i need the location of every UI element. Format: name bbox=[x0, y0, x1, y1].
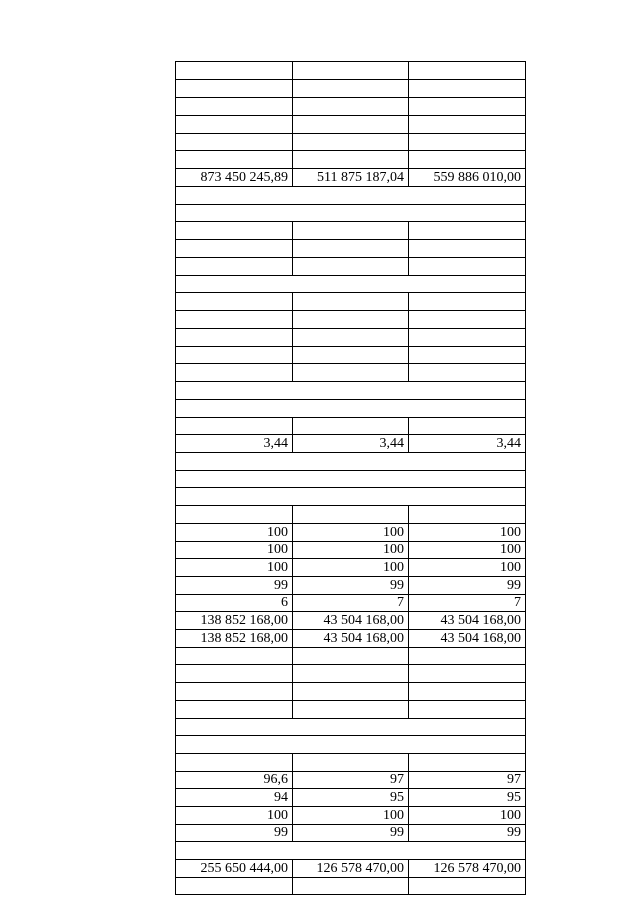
table-cell bbox=[176, 701, 292, 718]
table-cell: 95 bbox=[292, 789, 409, 806]
table-cell bbox=[292, 80, 409, 97]
table-row bbox=[175, 505, 526, 523]
table-row bbox=[175, 452, 526, 470]
table-row bbox=[175, 97, 526, 115]
table-cell bbox=[176, 754, 292, 771]
table-cell bbox=[409, 311, 525, 328]
table-cell bbox=[409, 293, 525, 310]
table-row bbox=[175, 718, 526, 735]
table-cell: 3,44 bbox=[496, 436, 521, 451]
table-row bbox=[175, 841, 526, 859]
table-row bbox=[175, 79, 526, 97]
table-cell: 100 bbox=[292, 807, 409, 824]
table-cell: 43 504 168,00 bbox=[292, 630, 409, 647]
table-row bbox=[175, 664, 526, 682]
table-cell bbox=[409, 506, 525, 523]
table-cell bbox=[176, 506, 292, 523]
table-row bbox=[175, 576, 526, 594]
table-cell bbox=[409, 116, 525, 133]
table-cell: 100 bbox=[500, 560, 521, 575]
table-row bbox=[175, 771, 526, 788]
table-cell-merged bbox=[176, 842, 525, 859]
table-cell: 94 bbox=[274, 790, 288, 805]
table-cell bbox=[176, 240, 292, 257]
table-cell bbox=[409, 222, 525, 239]
table-cell: 100 bbox=[292, 559, 409, 576]
table-row bbox=[175, 735, 526, 753]
table-cell: 100 bbox=[500, 525, 521, 540]
table-cell bbox=[409, 754, 525, 771]
table-cell bbox=[176, 878, 292, 895]
table-cell bbox=[292, 258, 409, 275]
table-cell bbox=[292, 329, 409, 346]
table-cell bbox=[176, 347, 292, 363]
table-cell bbox=[176, 151, 292, 168]
table-cell bbox=[292, 222, 409, 239]
table-cell bbox=[176, 665, 292, 682]
table-row bbox=[175, 346, 526, 363]
table-row bbox=[175, 168, 526, 186]
table-cell: 138 852 168,00 bbox=[200, 631, 288, 646]
table-cell: 3,44 bbox=[292, 435, 409, 452]
table-cell bbox=[176, 418, 292, 434]
table-row bbox=[175, 186, 526, 204]
table-cell bbox=[292, 418, 409, 434]
table-cell: 138 852 168,00 bbox=[200, 613, 288, 628]
table-cell bbox=[292, 134, 409, 150]
table-cell bbox=[176, 329, 292, 346]
table-cell: 96,6 bbox=[263, 772, 288, 787]
table-row bbox=[175, 788, 526, 806]
table-cell: 7 bbox=[292, 595, 409, 611]
table-cell bbox=[176, 683, 292, 700]
table-cell: 873 450 245,89 bbox=[200, 170, 288, 185]
table-cell: 43 504 168,00 bbox=[292, 612, 409, 629]
table-row bbox=[175, 133, 526, 150]
table-cell bbox=[409, 701, 525, 718]
table-cell bbox=[176, 311, 292, 328]
table-row bbox=[175, 541, 526, 558]
table-row bbox=[175, 877, 526, 895]
table-cell: 97 bbox=[292, 772, 409, 788]
table-cell: 100 bbox=[267, 560, 288, 575]
table-cell bbox=[409, 80, 525, 97]
table-cell bbox=[292, 878, 409, 895]
table-cell bbox=[176, 648, 292, 664]
table-cell-merged bbox=[176, 488, 525, 505]
table-cell bbox=[292, 506, 409, 523]
table-cell bbox=[292, 665, 409, 682]
table-row bbox=[175, 806, 526, 824]
table-row bbox=[175, 239, 526, 257]
table-row bbox=[175, 700, 526, 718]
table-cell bbox=[176, 98, 292, 115]
table-cell bbox=[292, 701, 409, 718]
table-cell bbox=[292, 151, 409, 168]
table-row bbox=[175, 487, 526, 505]
table-cell: 100 bbox=[500, 808, 521, 823]
table-row bbox=[175, 204, 526, 221]
table-cell-merged bbox=[176, 719, 525, 735]
table-row bbox=[175, 434, 526, 452]
table-row bbox=[175, 399, 526, 417]
table-cell bbox=[409, 683, 525, 700]
table-row bbox=[175, 381, 526, 399]
table-cell bbox=[176, 80, 292, 97]
table-cell-merged bbox=[176, 382, 525, 399]
table-cell bbox=[176, 116, 292, 133]
table-cell bbox=[292, 683, 409, 700]
data-table bbox=[175, 61, 526, 895]
table-cell: 126 578 470,00 bbox=[292, 860, 409, 877]
table-cell bbox=[409, 648, 525, 664]
table-cell bbox=[409, 364, 525, 381]
table-cell bbox=[176, 258, 292, 275]
table-cell: 100 bbox=[292, 524, 409, 541]
table-cell: 100 bbox=[292, 542, 409, 558]
table-row bbox=[175, 257, 526, 275]
table-row bbox=[175, 523, 526, 541]
table-cell: 6 bbox=[281, 595, 288, 610]
table-cell bbox=[409, 240, 525, 257]
table-row bbox=[175, 292, 526, 310]
table-row bbox=[175, 611, 526, 629]
table-cell bbox=[292, 648, 409, 664]
table-row bbox=[175, 150, 526, 168]
table-row bbox=[175, 824, 526, 841]
table-cell: 99 bbox=[292, 577, 409, 594]
table-row bbox=[175, 629, 526, 647]
table-cell bbox=[409, 665, 525, 682]
table-cell bbox=[176, 134, 292, 150]
table-cell bbox=[292, 116, 409, 133]
table-row bbox=[175, 310, 526, 328]
table-cell bbox=[409, 418, 525, 434]
table-cell: 99 bbox=[507, 578, 521, 593]
table-cell: 100 bbox=[500, 542, 521, 557]
table-cell: 100 bbox=[267, 808, 288, 823]
table-cell-merged bbox=[176, 205, 525, 221]
table-cell bbox=[409, 62, 525, 79]
table-cell: 99 bbox=[507, 825, 521, 840]
table-row bbox=[175, 594, 526, 611]
table-row bbox=[175, 682, 526, 700]
table-cell: 255 650 444,00 bbox=[200, 861, 288, 876]
table-cell bbox=[409, 98, 525, 115]
table-cell: 43 504 168,00 bbox=[440, 613, 521, 628]
table-cell bbox=[292, 347, 409, 363]
table-row bbox=[175, 61, 526, 79]
table-cell bbox=[292, 311, 409, 328]
table-cell bbox=[176, 62, 292, 79]
table-cell: 99 bbox=[292, 825, 409, 841]
table-cell bbox=[409, 329, 525, 346]
table-row bbox=[175, 363, 526, 381]
table-cell: 559 886 010,00 bbox=[433, 170, 521, 185]
table-cell bbox=[292, 293, 409, 310]
table-cell: 126 578 470,00 bbox=[433, 861, 521, 876]
table-row bbox=[175, 115, 526, 133]
table-cell: 43 504 168,00 bbox=[440, 631, 521, 646]
table-cell-merged bbox=[176, 453, 525, 470]
table-row bbox=[175, 647, 526, 664]
table-cell bbox=[176, 293, 292, 310]
table-cell: 100 bbox=[267, 542, 288, 557]
table-cell bbox=[176, 364, 292, 381]
table-cell bbox=[176, 222, 292, 239]
table-cell bbox=[292, 98, 409, 115]
table-cell bbox=[409, 151, 525, 168]
table-row bbox=[175, 275, 526, 292]
table-cell bbox=[409, 134, 525, 150]
table-row bbox=[175, 470, 526, 487]
table-row bbox=[175, 417, 526, 434]
table-cell bbox=[292, 754, 409, 771]
table-cell: 511 875 187,04 bbox=[292, 169, 409, 186]
table-cell bbox=[409, 258, 525, 275]
table-cell bbox=[292, 62, 409, 79]
table-cell bbox=[292, 364, 409, 381]
table-cell bbox=[409, 347, 525, 363]
table-cell-merged bbox=[176, 400, 525, 417]
table-row bbox=[175, 558, 526, 576]
table-cell: 99 bbox=[274, 578, 288, 593]
table-cell bbox=[409, 878, 525, 895]
table-row bbox=[175, 859, 526, 877]
table-cell-merged bbox=[176, 471, 525, 487]
table-row bbox=[175, 753, 526, 771]
table-cell: 99 bbox=[274, 825, 288, 840]
table-cell-merged bbox=[176, 187, 525, 204]
table-cell-merged bbox=[176, 276, 525, 292]
table-cell bbox=[292, 240, 409, 257]
table-cell: 7 bbox=[514, 595, 521, 610]
table-row bbox=[175, 221, 526, 239]
table-cell: 95 bbox=[507, 790, 521, 805]
table-row bbox=[175, 328, 526, 346]
table-cell: 3,44 bbox=[263, 436, 288, 451]
table-cell: 97 bbox=[507, 772, 521, 787]
table-cell: 100 bbox=[267, 525, 288, 540]
table-cell-merged bbox=[176, 736, 525, 753]
